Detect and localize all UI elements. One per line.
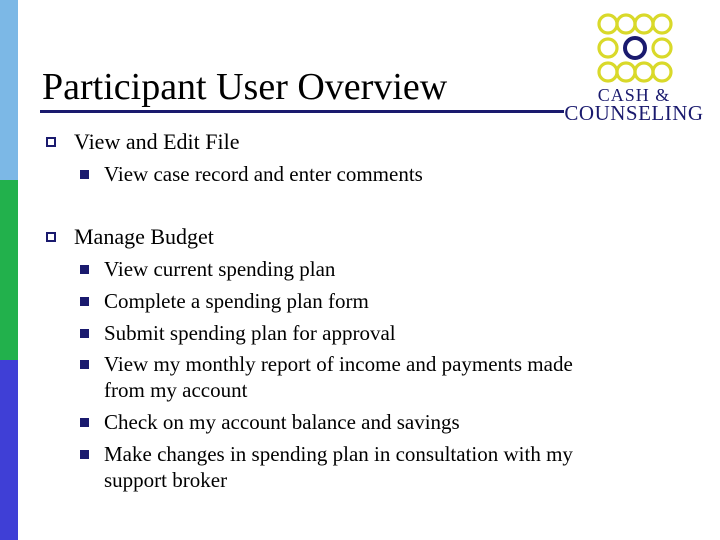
accent-bar-bottom [0,360,18,540]
section-heading: View and Edit File [74,129,240,154]
cash-counseling-logo [560,8,708,126]
square-bullet-icon [46,232,56,242]
list-item-continuation: from my account [104,378,248,402]
list-item-continuation: support broker [104,468,228,492]
filled-bullet-icon [80,329,89,338]
filled-bullet-icon [80,418,89,427]
filled-bullet-icon [80,265,89,274]
slide-title: Participant User Overview [42,66,448,108]
list-item: Submit spending plan for approval [104,321,396,345]
logo-knot-icon [592,10,678,86]
filled-bullet-icon [80,450,89,459]
filled-bullet-icon [80,360,89,369]
filled-bullet-icon [80,297,89,306]
square-bullet-icon [46,137,56,147]
list-item: View my monthly report of income and payments made [104,352,573,376]
list-item: View case record and enter comments [104,162,423,186]
list-item: Make changes in spending plan in consultation with my [104,442,573,466]
logo-line-1: CASH & [597,85,671,105]
title-underline [40,110,564,113]
filled-bullet-icon [80,170,89,179]
list-item: Check on my account balance and savings [104,410,460,434]
list-item: Complete a spending plan form [104,289,369,313]
logo-line-2: COUNSELING [564,101,704,125]
section-heading: Manage Budget [74,224,214,249]
accent-bar-middle [0,180,18,360]
accent-bar-top [0,0,18,180]
left-accent-bar [0,0,18,540]
list-item: View current spending plan [104,257,336,281]
